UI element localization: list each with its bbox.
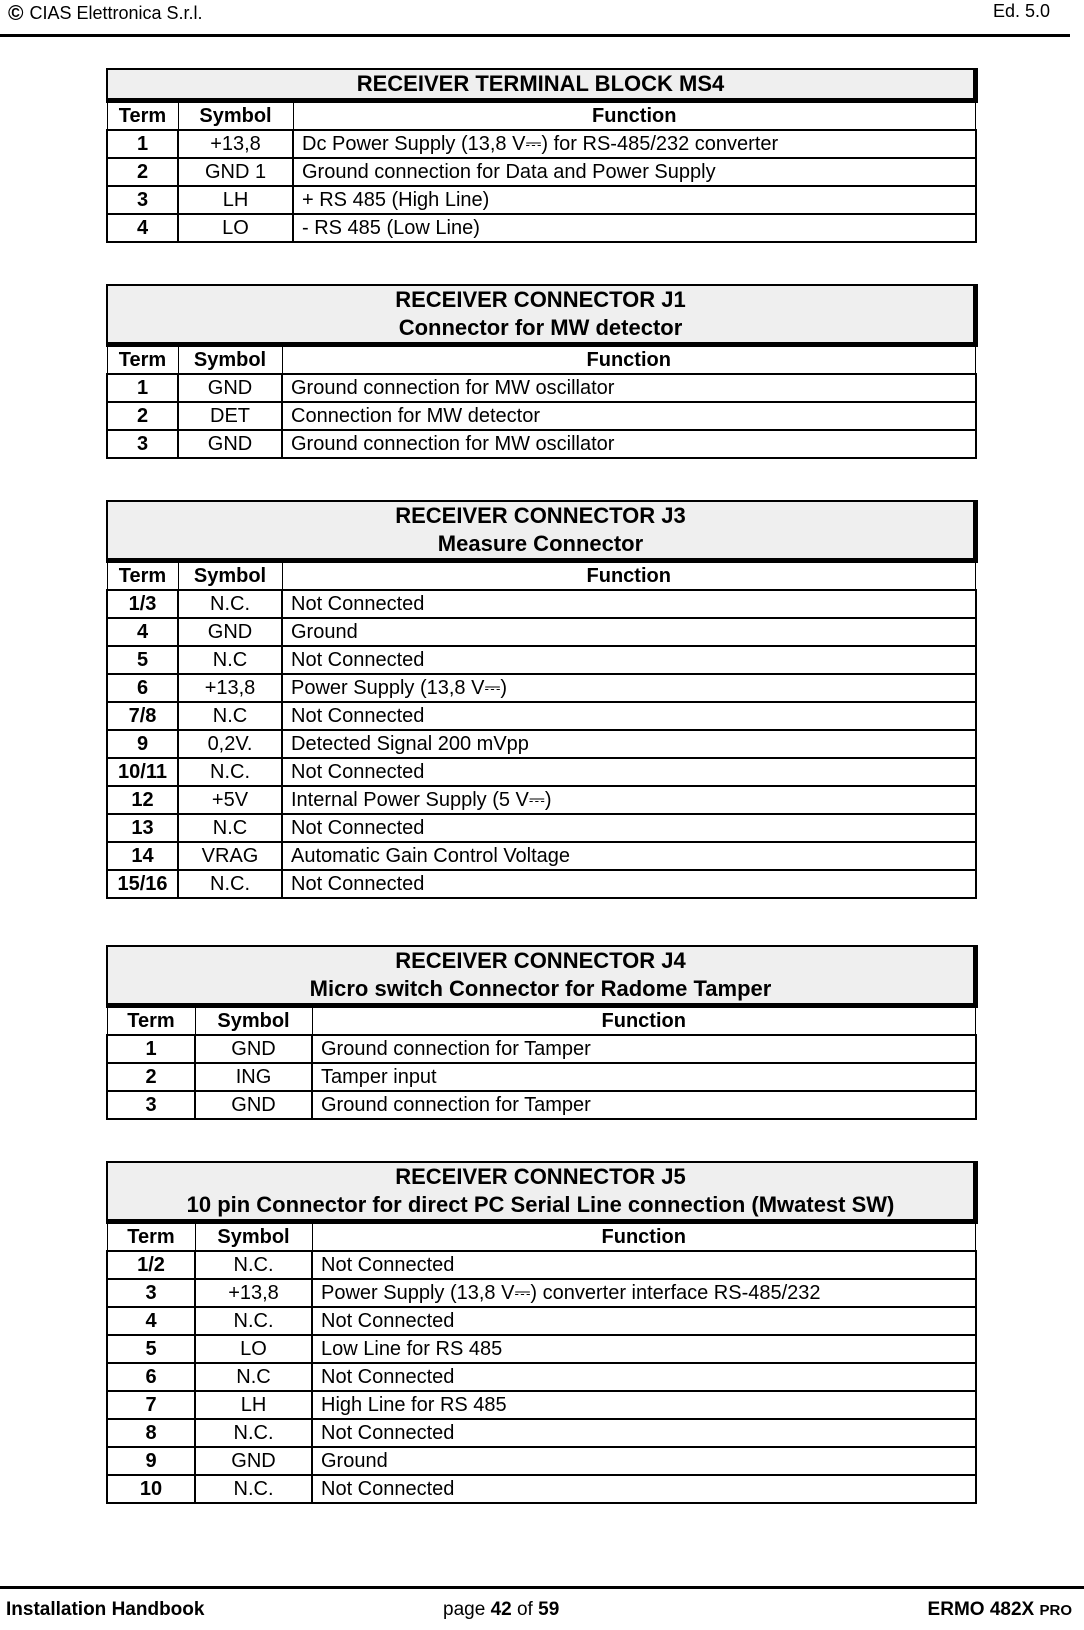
table-row: 1 GND Ground connection for Tamper: [107, 1035, 976, 1063]
table-row: 9 0,2V. Detected Signal 200 mVpp: [107, 730, 976, 758]
table-title: RECEIVER TERMINAL BLOCK MS4: [107, 69, 976, 101]
table-title: RECEIVER CONNECTOR J4 Micro switch Connector for Radome Tamper: [107, 946, 976, 1006]
table-row: 7 LH High Line for RS 485: [107, 1391, 976, 1419]
column-header-symbol: Symbol: [178, 345, 282, 375]
table-row: 10/11 N.C. Not Connected: [107, 758, 976, 786]
column-header-term: Term: [107, 101, 178, 131]
column-header-term: Term: [107, 1006, 195, 1036]
column-header-symbol: Symbol: [195, 1006, 312, 1036]
copyright-icon: ©: [8, 2, 24, 25]
table-row: 10 N.C. Not Connected: [107, 1475, 976, 1503]
table-row: 9 GND Ground: [107, 1447, 976, 1475]
table-row: 6 +13,8 Power Supply (13,8 V⎓): [107, 674, 976, 702]
page-header: [0, 0, 1070, 37]
table-row: 5 N.C Not Connected: [107, 646, 976, 674]
table-row: 4 GND Ground: [107, 618, 976, 646]
table-j5: [106, 1161, 978, 1504]
table-row: 3 GND Ground connection for MW oscillator: [107, 430, 976, 458]
table-row: 4 LO - RS 485 (Low Line): [107, 214, 976, 242]
table-j3: [106, 500, 978, 899]
table-row: 7/8 N.C Not Connected: [107, 702, 976, 730]
page-footer: [0, 1586, 1084, 1630]
table-row: 1/2 N.C. Not Connected: [107, 1251, 976, 1279]
table-j4: [106, 945, 978, 1120]
table-row: 8 N.C. Not Connected: [107, 1419, 976, 1447]
table-row: 1 +13,8 Dc Power Supply (13,8 V⎓) for RS-485/232 converter: [107, 130, 976, 158]
product-name: ERMO 482X PRO: [927, 1599, 1072, 1620]
column-header-term: Term: [107, 345, 178, 375]
table-row: 4 N.C. Not Connected: [107, 1307, 976, 1335]
column-header-term: Term: [107, 561, 178, 591]
column-header-function: Function: [293, 101, 976, 131]
table-row: 12 +5V Internal Power Supply (5 V⎓): [107, 786, 976, 814]
column-header-function: Function: [312, 1222, 976, 1252]
table-row: 3 LH + RS 485 (High Line): [107, 186, 976, 214]
table-row: 2 ING Tamper input: [107, 1063, 976, 1091]
column-header-symbol: Symbol: [178, 561, 282, 591]
table-row: 3 GND Ground connection for Tamper: [107, 1091, 976, 1119]
table-row: 15/16 N.C. Not Connected: [107, 870, 976, 898]
column-header-function: Function: [282, 561, 976, 591]
table-row: 1 GND Ground connection for MW oscillator: [107, 374, 976, 402]
table-j1: [106, 284, 978, 459]
table-row: 6 N.C Not Connected: [107, 1363, 976, 1391]
table-ms4: [106, 68, 978, 243]
table-row: 3 +13,8 Power Supply (13,8 V⎓) converter interface RS-485/232: [107, 1279, 976, 1307]
copyright-line: [8, 1, 203, 25]
column-header-symbol: Symbol: [195, 1222, 312, 1252]
table-row: 13 N.C Not Connected: [107, 814, 976, 842]
company-name: CIAS Elettronica S.r.l.: [29, 3, 203, 23]
handbook-title: Installation Handbook: [6, 1599, 205, 1620]
table-row: 2 GND 1 Ground connection for Data and Power Supply: [107, 158, 976, 186]
table-row: 14 VRAG Automatic Gain Control Voltage: [107, 842, 976, 870]
page-number: page 42 of 59: [443, 1599, 560, 1620]
table-row: 2 DET Connection for MW detector: [107, 402, 976, 430]
table-row: 1/3 N.C. Not Connected: [107, 590, 976, 618]
table-title: RECEIVER CONNECTOR J1 Connector for MW detector: [107, 285, 976, 345]
column-header-term: Term: [107, 1222, 195, 1252]
column-header-function: Function: [312, 1006, 976, 1036]
table-row: 5 LO Low Line for RS 485: [107, 1335, 976, 1363]
column-header-function: Function: [282, 345, 976, 375]
table-title: RECEIVER CONNECTOR J5 10 pin Connector for direct PC Serial Line connection (Mwatest SW): [107, 1162, 976, 1222]
column-header-symbol: Symbol: [178, 101, 293, 131]
edition-label: Ed. 5.0: [992, 1, 1050, 21]
table-title: RECEIVER CONNECTOR J3 Measure Connector: [107, 501, 976, 561]
